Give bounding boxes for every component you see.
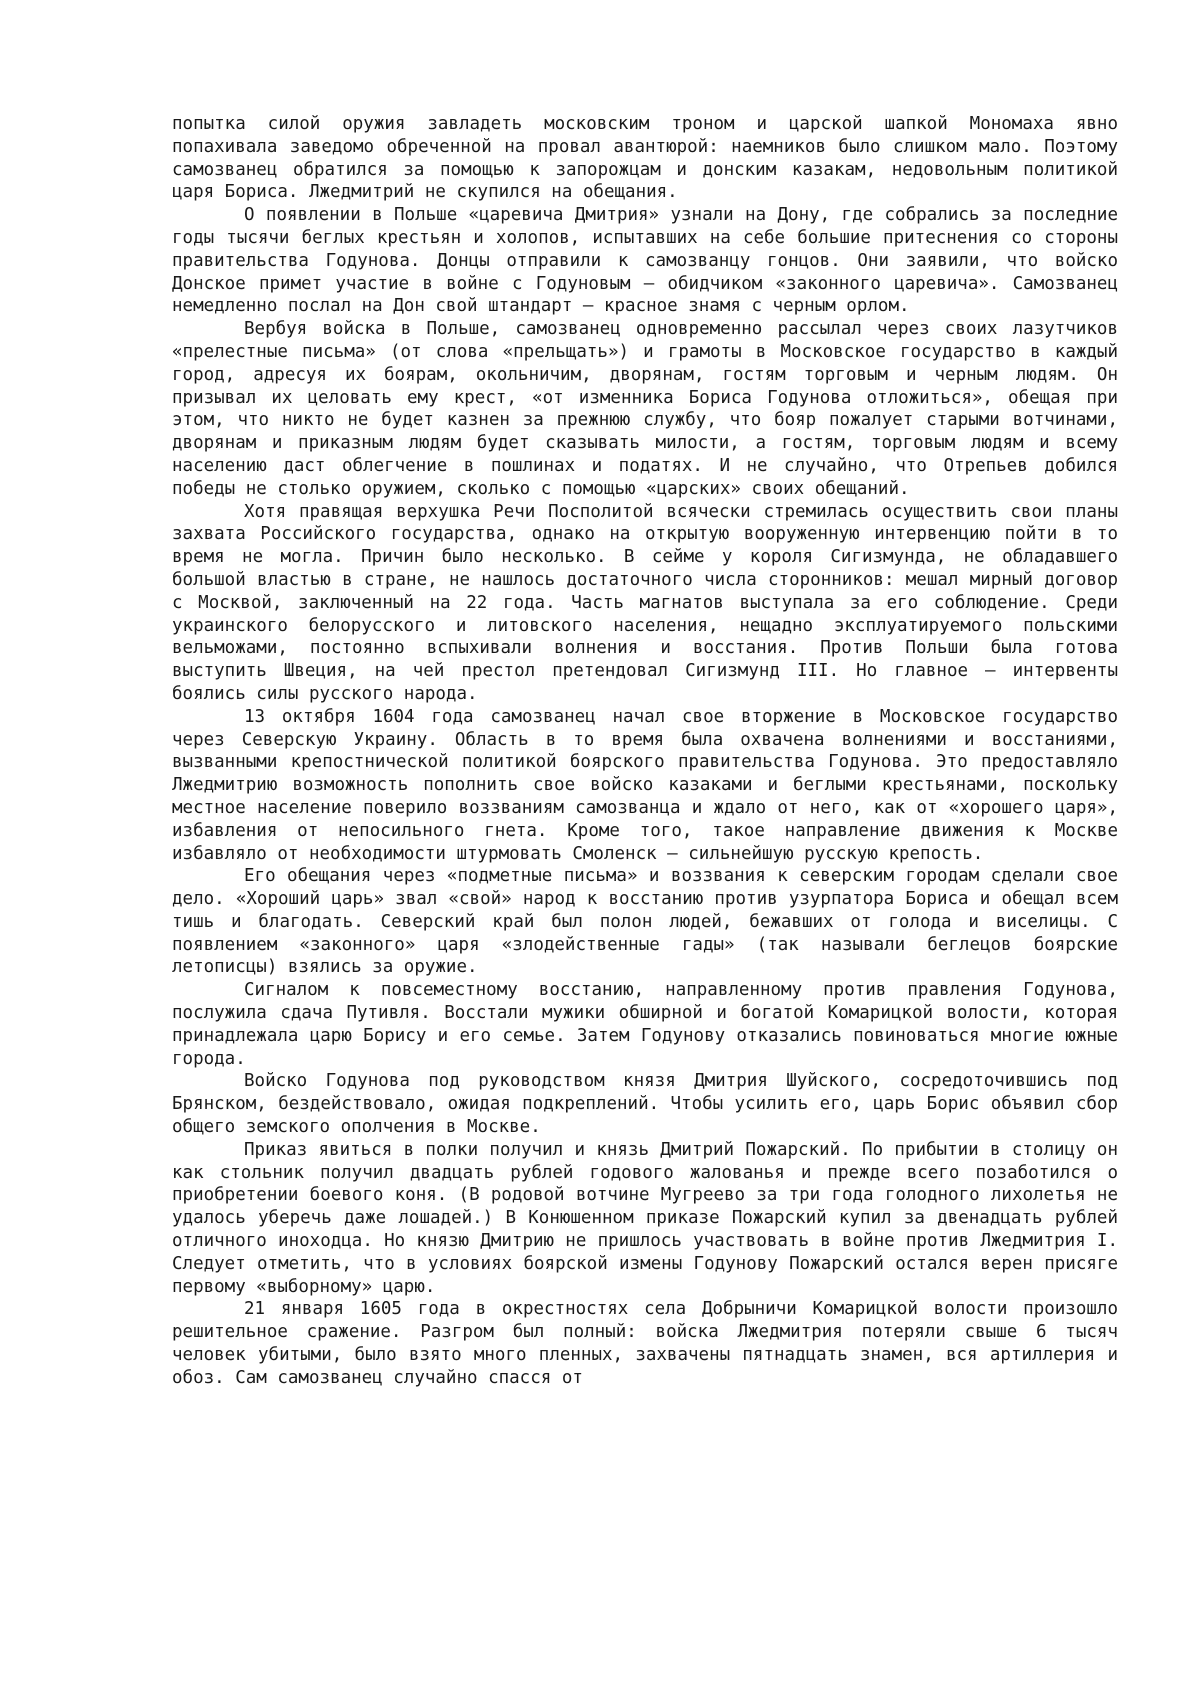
paragraph-9: Приказ явиться в полки получил и князь Дмитрий Пожарский. По прибытии в столицу он как стольник получил двадцать рублей годового жалованья и прежде всего позаботился о приобретении боевого коня. (В родовой вотчине Мугреево за три года голодного лихолетья не удалось уберечь даже лошадей.) В Конюшенном приказе Пожарский купил за двенадцать рублей отличного иноходца. Но князю Дмитрию не пришлось участвовать в войне против Лжедмитрия I. Следует отметить, что в условиях боярской измены Годунову Пожарский остался верен присяге первому «выборному» царю.: [172, 1139, 1118, 1297]
paragraph-5: 13 октября 1604 года самозванец начал свое вторжение в Московское государство через Северскую Украину. Область в то время была охвачена волнениями и восстаниями, вызванными крепостнической политикой боярского правительства Годунова. Это предоставляло Лжедмитрию возможность пополнить свое войско казаками и беглыми крестьянами, поскольку местное население поверило воззваниям самозванца и ждало от него, как от «хорошего царя», избавления от непосильного гнета. Кроме того, такое направление движения к Москве избавляло от необходимости штурмовать Смоленск — сильнейшую русскую крепость.: [172, 706, 1118, 864]
paragraph-4: Хотя правящая верхушка Речи Посполитой всячески стремилась осуществить свои планы захвата Российского государства, однако на открытую вооруженную интервенцию пойти в то время не могла. Причин было несколько. В сейме у короля Сигизмунда, не обладавшего большой властью в стране, не нашлось достаточного числа сторонников: мешал мирный договор с Москвой, заключенный на 22 года. Часть магнатов выступала за его соблюдение. Среди украинского белорусского и литовского населения, нещадно эксплуатируемого польскими вельможами, постоянно вспыхивали волнения и восстания. Против Польши была готова выступить Швеция, на чей престол претендовал Сигизмунд III. Но главное — интервенты боялись силы русского народа.: [172, 501, 1118, 704]
document-page: [172, 113, 1118, 1390]
paragraph-7: Сигналом к повсеместному восстанию, направленному против правления Годунова, послужила сдача Путивля. Восстали мужики обширной и богатой Комарицкой волости, которая принадлежала царю Борису и его семье. Затем Годунову отказались повиноваться многие южные города.: [172, 980, 1118, 1069]
paragraph-8: Войско Годунова под руководством князя Дмитрия Шуйского, сосредоточившись под Брянском, бездействовало, ожидая подкреплений. Чтобы усилить его, царь Борис объявил сбор общего земского ополчения в Москве.: [172, 1071, 1118, 1138]
paragraph-1: попытка силой оружия завладеть московским троном и царской шапкой Мономаха явно попахивала заведомо обреченной на провал авантюрой: наемников было слишком мало. Поэтому самозванец обратился за помощью к запорожцам и донским казакам, недовольным политикой царя Бориса. Лжедмитрий не скупился на обещания.: [172, 114, 1118, 203]
paragraph-10: 21 января 1605 года в окрестностях села Добрыничи Комарицкой волости произошло решительное сражение. Разгром был полный: войска Лжедмитрия потеряли свыше 6 тысяч человек убитыми, было взято много пленных, захвачены пятнадцать знамен, вся артиллерия и обоз. Сам самозванец случайно спасся от: [172, 1299, 1118, 1388]
paragraph-6: Его обещания через «подметные письма» и воззвания к северским городам сделали свое дело. «Хороший царь» звал «свой» народ к восстанию против узурпатора Бориса и обещал всем тишь и благодать. Северский край был полон людей, бежавших от голода и виселицы. С появлением «законного» царя «злодейственные гады» (так называли беглецов боярские летописцы) взялись за оружие.: [172, 866, 1118, 978]
paragraph-2: О появлении в Польше «царевича Дмитрия» узнали на Дону, где собрались за последние годы тысячи беглых крестьян и холопов, испытавших на себе большие притеснения со стороны правительства Годунова. Донцы отправили к самозванцу гонцов. Они заявили, что войско Донское примет участие в войне с Годуновым — обидчиком «законного царевича». Самозванец немедленно послал на Дон свой штандарт — красное знамя с черным орлом.: [172, 205, 1118, 317]
paragraph-3: Вербуя войска в Польше, самозванец одновременно рассылал через своих лазутчиков «прелестные письма» (от слова «прельщать») и грамоты в Московское государство в каждый город, адресуя их боярам, окольничим, дворянам, гостям торговым и черным людям. Он призывал их целовать ему крест, «от изменника Бориса Годунова отложиться», обещая при этом, что никто не будет казнен за прежнюю службу, что бояр пожалует старыми вотчинами, дворянам и приказным людям будет сказывать милости, а гостям, торговым людям и всему населению даст облегчение в пошлинах и податях. И не случайно, что Отрепьев добился победы не столько оружием, сколько с помощью «царских» своих обещаний.: [172, 319, 1118, 499]
